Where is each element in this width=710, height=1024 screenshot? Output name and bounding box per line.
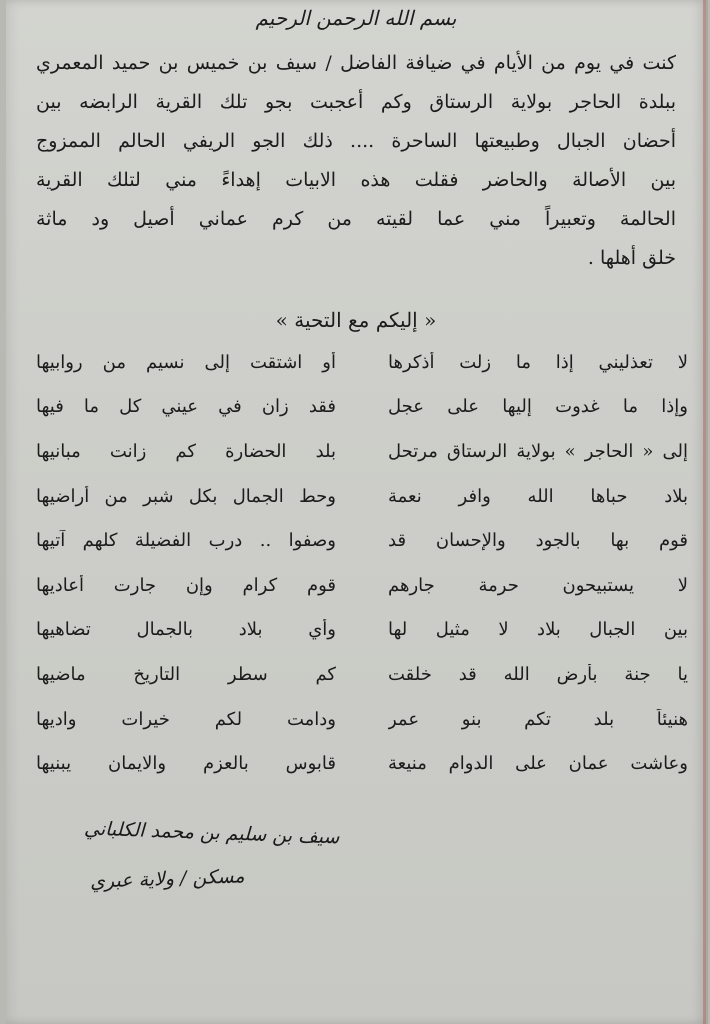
intro-paragraph bbox=[36, 44, 676, 278]
verse-first-hemistich: بلاد حباها الله وافر نعمة bbox=[388, 485, 688, 507]
poem-verse bbox=[36, 741, 688, 786]
poem-verse bbox=[36, 429, 688, 474]
signature-name: سيف بن سليم بن محمد الكلباني bbox=[83, 817, 340, 849]
verse-first-hemistich: وعاشت عمان على الدوام منيعة bbox=[388, 753, 688, 775]
verse-second-hemistich: فقد زان في عيني كل ما فيها bbox=[36, 396, 336, 418]
verse-second-hemistich: قوم كرام وإن جارت أعاديها bbox=[36, 574, 336, 596]
handwritten-signature bbox=[76, 817, 340, 928]
intro-line: بين الأصالة والحاضر فقلت هذه الابيات إهداءً مني لتلك القرية bbox=[36, 169, 676, 191]
verse-second-hemistich: بلد الحضارة كم زانت مبانيها bbox=[36, 440, 336, 462]
poem-verse bbox=[36, 652, 688, 697]
verse-second-hemistich: قابوس بالعزم والايمان يبنيها bbox=[36, 753, 336, 775]
verse-first-hemistich: إلى « الحاجر » بولاية الرستاق مرتحل bbox=[388, 440, 688, 462]
verse-first-hemistich: يا جنة بأرض الله قد خلقت bbox=[388, 663, 688, 685]
page-edge bbox=[703, 0, 706, 1024]
intro-line: أحضان الجبال وطبيعتها الساحرة .... ذلك الجو الريفي الحالم الممزوج bbox=[36, 130, 676, 152]
poem-verse bbox=[36, 518, 688, 563]
poem-verse bbox=[36, 340, 688, 385]
poem-verse bbox=[36, 474, 688, 519]
verse-first-hemistich: هنيئاً بلد تكم بنو عمر bbox=[388, 708, 688, 730]
verse-first-hemistich: قوم بها بالجود والإحسان قد bbox=[388, 530, 688, 552]
signature-address: مسكن / ولاية عبري bbox=[89, 865, 245, 893]
basmala-heading: بسم الله الرحمن الرحيم bbox=[255, 6, 457, 30]
poem-verse bbox=[36, 563, 688, 608]
poem-body bbox=[36, 340, 688, 786]
poem-verse bbox=[36, 385, 688, 430]
verse-second-hemistich: وصفوا .. درب الفضيلة كلهم آتيها bbox=[36, 530, 336, 552]
verse-first-hemistich: وإذا ما غدوت إليها على عجل bbox=[388, 396, 688, 418]
verse-second-hemistich: ودامت لكم خيرات واديها bbox=[36, 708, 336, 730]
verse-second-hemistich: وأي بلاد بالجمال تضاهيها bbox=[36, 619, 336, 641]
verse-second-hemistich: أو اشتقت إلى نسيم من روابيها bbox=[36, 351, 336, 373]
verse-second-hemistich: كم سطر التاريخ ماضيها bbox=[36, 663, 336, 685]
intro-line: ببلدة الحاجر بولاية الرستاق وكم أعجبت بجو تلك القرية الرابضه بين bbox=[36, 91, 676, 113]
intro-line: خلق أهلها . bbox=[587, 247, 676, 269]
poem-title: « إليكم مع التحية » bbox=[275, 308, 437, 332]
document-page bbox=[6, 0, 708, 1024]
verse-first-hemistich: بين الجبال بلاد لا مثيل لها bbox=[388, 619, 688, 641]
verse-first-hemistich: لا تعذليني إذا ما زلت أذكرها bbox=[388, 351, 688, 373]
poem-verse bbox=[36, 608, 688, 653]
verse-second-hemistich: وحط الجمال بكل شبر من أراضيها bbox=[36, 485, 336, 507]
intro-line: كنت في يوم من الأيام في ضيافة الفاضل / سيف بن خميس بن حميد المعمري bbox=[36, 52, 676, 74]
poem-verse bbox=[36, 697, 688, 742]
intro-line: الحالمة وتعبيراً مني عما لقيته من كرم عماني أصيل ود ماثة bbox=[36, 208, 676, 230]
verse-first-hemistich: لا يستبيحون حرمة جارهم bbox=[388, 574, 688, 596]
